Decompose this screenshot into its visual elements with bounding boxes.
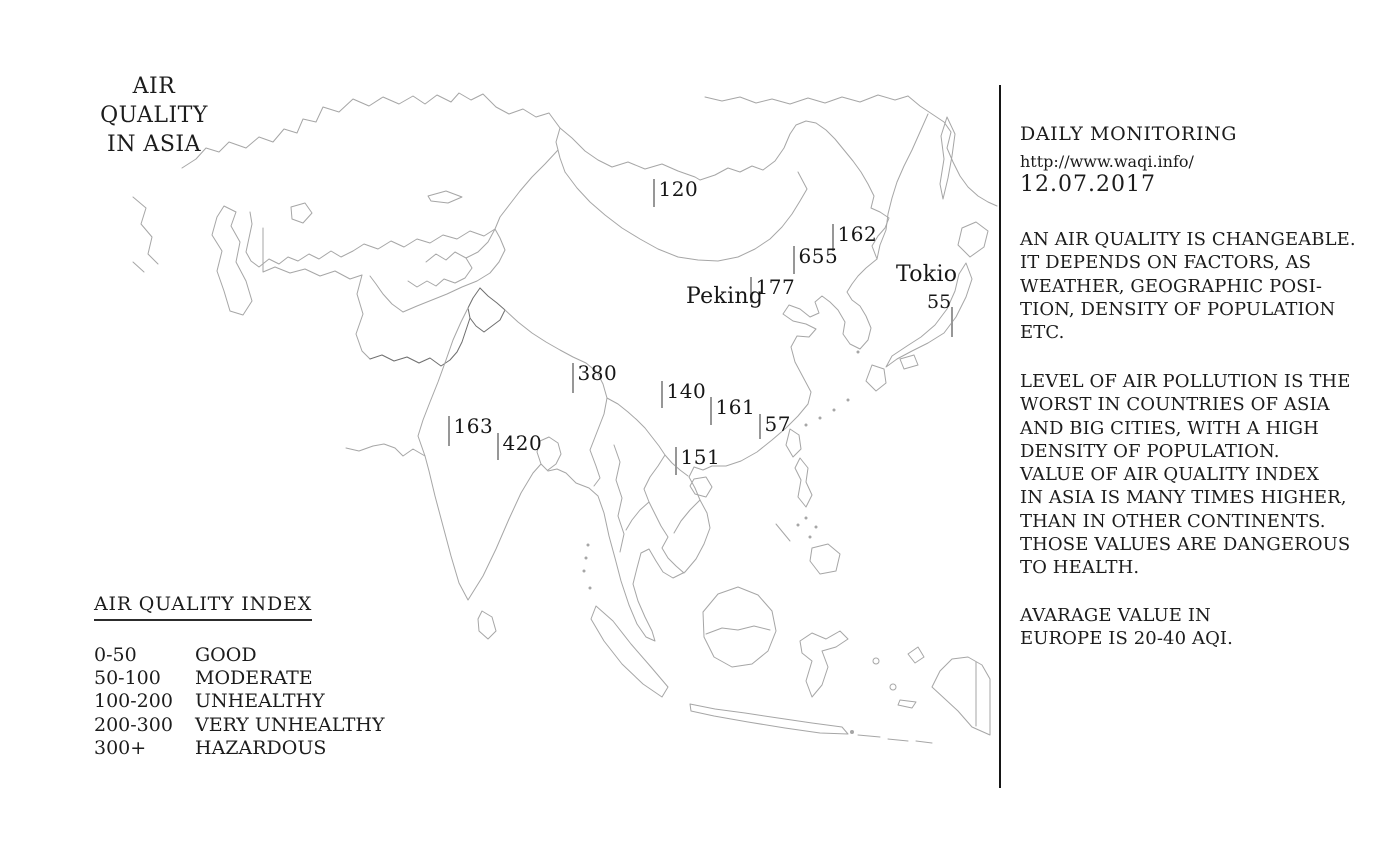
paragraph-line: AND BIG CITIES, WITH A HIGH [1020, 417, 1319, 439]
monitoring-url[interactable]: http://www.waqi.info/ [1020, 152, 1194, 171]
paragraph-line: THAN IN OTHER CONTINENTS. [1020, 510, 1326, 532]
lesser-sunda-1 [858, 735, 880, 737]
andaman-3 [583, 570, 586, 573]
legend-range: 50-100 [94, 667, 161, 690]
legend-label: UNHEALTHY [195, 690, 325, 713]
title-line-2: IN ASIA [107, 132, 201, 157]
caspian-sea [212, 206, 252, 315]
lake-balkhash [428, 191, 462, 203]
kyushu [866, 365, 886, 391]
legend-range: 0-50 [94, 644, 137, 666]
lakes [212, 191, 462, 315]
aqi-marker-india [448, 416, 493, 446]
coastlines [133, 95, 997, 641]
aqi-marker-tibet-east [572, 363, 617, 393]
java [690, 704, 848, 734]
aqi-marker-south-china [710, 397, 755, 425]
paragraph-line: WEATHER, GEOGRAPHIC POSI- [1020, 275, 1323, 297]
title-line-1: AIR QUALITY [100, 74, 208, 128]
molucca-2 [890, 684, 896, 690]
shikoku [900, 355, 918, 369]
marker-value: 163 [453, 414, 494, 438]
legend-row-unhealthy [94, 690, 385, 713]
paragraph-line: VALUE OF AIR QUALITY INDEX [1020, 464, 1320, 486]
aqi-marker-mongolia [653, 179, 698, 207]
border-thai-cambodia [626, 502, 649, 530]
paragraph-line: DENSITY OF POPULATION. [1020, 440, 1280, 462]
border-vietnam-laos [674, 500, 700, 533]
border-turkmen-uzbek [370, 276, 403, 312]
paragraph-pollution-level [1020, 370, 1385, 580]
halmahera [908, 647, 924, 663]
marker-value: 57 [764, 412, 791, 436]
hainan [690, 477, 712, 497]
ryukyu-island-3 [819, 417, 822, 420]
ryukyu-island-4 [805, 424, 808, 427]
coast-caucasus-fragment2 [133, 262, 144, 272]
marker-value: 162 [837, 222, 878, 246]
new-guinea [932, 657, 990, 735]
paragraph-line: ETC. [1020, 322, 1065, 344]
andaman-2 [585, 557, 588, 560]
border-amu-darya [403, 229, 505, 312]
border-thai-myanmar [614, 445, 624, 552]
paragraph-line: TO HEALTH. [1020, 557, 1140, 579]
page-title [78, 72, 230, 159]
paragraph-line: TION, DENSITY OF POPULATION [1020, 298, 1336, 320]
visayas-3 [797, 524, 800, 527]
paragraph-line: IT DEPENDS ON FACTORS, AS [1020, 252, 1312, 274]
border-afghan-pakistan [370, 288, 480, 366]
islands [478, 117, 990, 743]
coast-sea-of-japan [877, 114, 928, 259]
sumatra [591, 606, 668, 697]
ryukyu-island-1 [847, 399, 850, 402]
tsushima-island [857, 351, 860, 354]
legend-range: 100-200 [94, 690, 173, 713]
aqi-marker-vietnam [675, 447, 720, 475]
legend-label: GOOD [195, 644, 257, 666]
lesser-sunda-3 [916, 741, 932, 743]
paragraph-line: AVARAGE VALUE IN [1020, 605, 1211, 626]
panel-heading: DAILY MONITORING [1020, 123, 1238, 145]
aqi-marker-east-india [497, 433, 542, 460]
border-kyrgyz-tajik [426, 229, 495, 262]
aral-sea [291, 203, 312, 223]
sri-lanka [478, 611, 496, 639]
visayas-4 [809, 536, 812, 539]
city-label-peking: Peking [686, 284, 764, 309]
andaman-1 [587, 544, 590, 547]
border-kazakh-china [246, 150, 558, 267]
marker-value: 655 [798, 244, 839, 268]
coast-caucasus-fragment [133, 197, 158, 264]
marker-value: 151 [680, 445, 721, 469]
legend-range: 200-300 [94, 713, 173, 736]
paragraph-line: LEVEL OF AIR POLLUTION IS THE [1020, 371, 1351, 392]
monitoring-date: 12.07.2017 [1020, 172, 1156, 197]
aqi-marker-liaoning [793, 246, 838, 274]
marker-value: 161 [715, 395, 756, 419]
marker-value: 420 [502, 431, 543, 455]
paragraph-line: THOSE VALUES ARE DANGEROUS [1020, 534, 1351, 556]
legend-row-moderate [94, 667, 385, 690]
palawan [776, 524, 790, 541]
coast-mainland [346, 259, 877, 641]
border-iran-afghan [356, 275, 370, 359]
border-tajik [408, 258, 472, 287]
visayas-1 [805, 517, 808, 520]
legend-rows [94, 644, 385, 760]
bali [850, 730, 854, 734]
aqi-marker-china-coast [759, 414, 791, 439]
paragraph-line: EUROPE IS 20-40 AQI. [1020, 628, 1233, 650]
border-borneo-internal [706, 626, 770, 634]
mindanao [810, 544, 840, 574]
molucca-1 [873, 658, 879, 664]
visayas-2 [815, 526, 818, 529]
paragraph-line: WORST IN COUNTRIES OF ASIA [1020, 394, 1330, 416]
marker-value: 380 [577, 361, 618, 385]
sulawesi [800, 631, 848, 697]
legend-label: HAZARDOUS [195, 736, 327, 759]
marker-value: 177 [755, 275, 796, 299]
border-kazakh-russia [182, 93, 560, 168]
marker-value: 140 [666, 379, 707, 403]
sakhalin [940, 117, 955, 199]
aqi-marker-central-china [661, 381, 706, 408]
legend-row-hazardous [94, 737, 385, 760]
paragraph-line: IN ASIA IS MANY TIMES HIGHER, [1020, 487, 1347, 509]
paragraph-average-europe [1020, 604, 1385, 651]
aqi-value-tokio: 55 [927, 291, 952, 313]
legend-label: VERY UNHEALTHY [195, 713, 385, 736]
lesser-sunda-2 [888, 739, 908, 741]
legend-heading: AIR QUALITY INDEX [94, 593, 312, 621]
paragraph-line: AN AIR QUALITY IS CHANGEABLE. [1020, 229, 1356, 250]
marker-value: 120 [658, 177, 699, 201]
city-label-tokio: Tokio [896, 262, 958, 287]
hokkaido [958, 222, 988, 257]
border-mongolia-north [560, 128, 700, 180]
aqi-marker-northeast-china [832, 224, 877, 251]
nicobar [589, 587, 592, 590]
borneo [703, 587, 776, 667]
legend-range: 300+ [94, 736, 147, 759]
coast-russia-top [705, 95, 908, 104]
paragraph-changeable [1020, 228, 1385, 344]
legend-label: MODERATE [195, 667, 313, 690]
seram [898, 700, 916, 708]
tokio-leader-line [951, 307, 953, 337]
aqi-legend [94, 593, 385, 760]
vertical-divider [999, 85, 1001, 788]
legend-row-good [94, 644, 385, 667]
luzon [795, 458, 812, 507]
ryukyu-island-2 [833, 409, 836, 412]
legend-row-very-unhealthy [94, 714, 385, 737]
